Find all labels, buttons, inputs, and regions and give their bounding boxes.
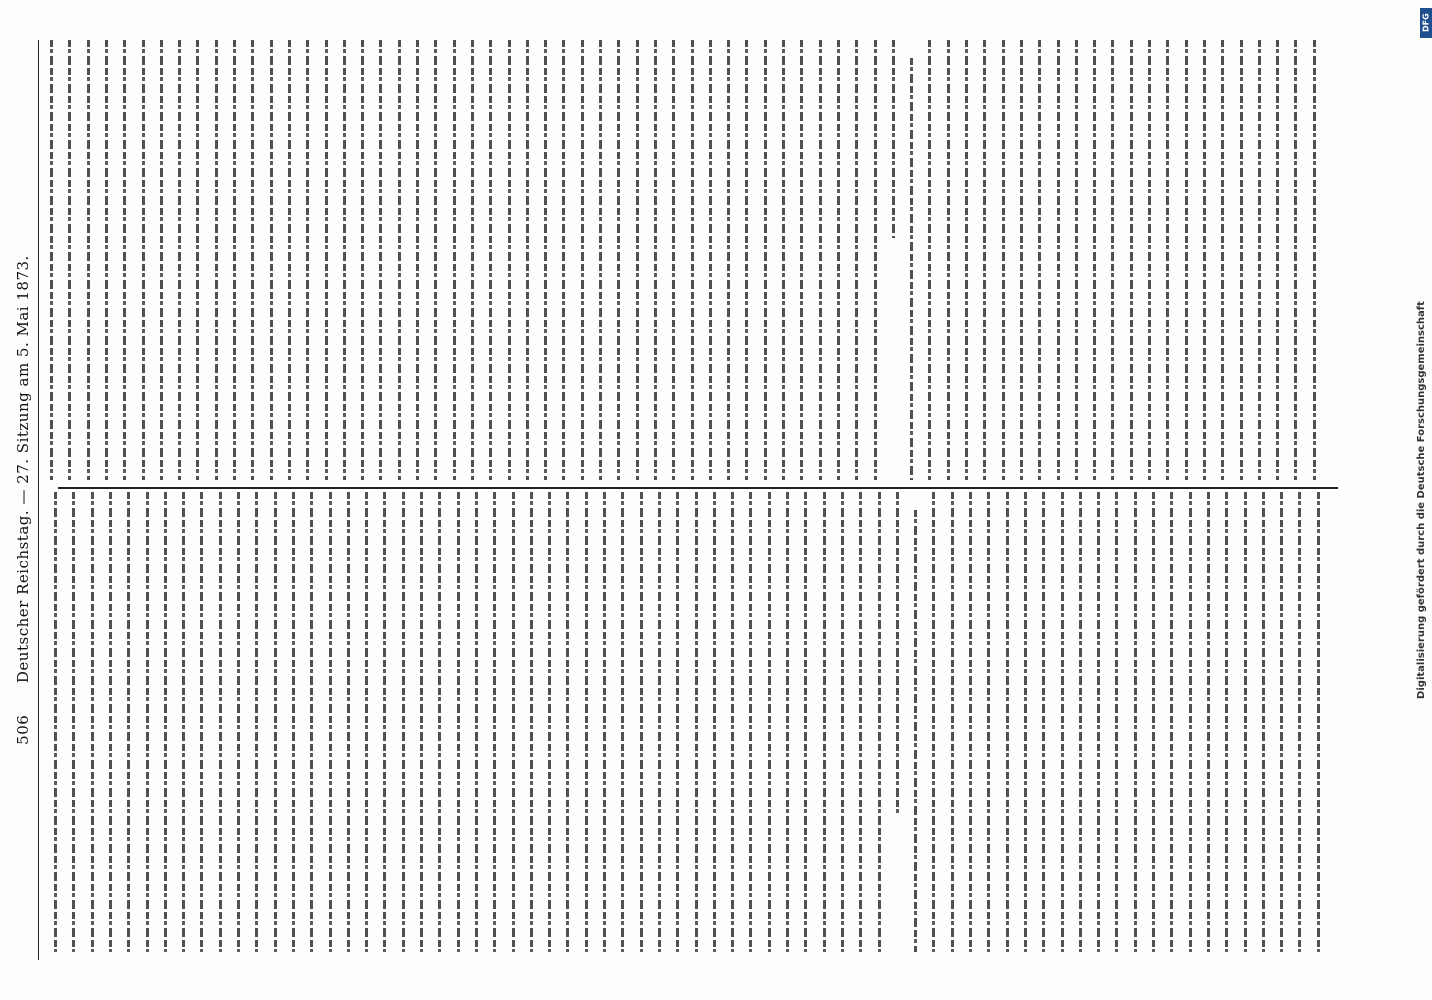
text-line bbox=[800, 40, 803, 480]
text-line bbox=[1240, 40, 1243, 480]
text-line bbox=[438, 492, 441, 952]
text-line bbox=[1093, 40, 1096, 480]
text-line bbox=[87, 40, 90, 480]
text-line bbox=[91, 492, 94, 952]
text-line bbox=[896, 492, 899, 814]
text-line bbox=[237, 492, 240, 952]
text-line bbox=[292, 492, 295, 952]
digitization-note: Digitalisierung gefördert durch die Deutsche Forschungsgemeinschaft bbox=[1416, 301, 1427, 699]
text-line bbox=[508, 40, 511, 480]
text-line bbox=[892, 40, 895, 238]
text-line bbox=[1134, 492, 1137, 952]
text-line bbox=[453, 40, 456, 480]
text-line bbox=[1313, 40, 1316, 480]
text-line bbox=[709, 40, 712, 480]
text-line bbox=[255, 492, 258, 952]
text-line bbox=[1258, 40, 1261, 480]
text-line bbox=[1115, 492, 1118, 952]
dfg-logo: DFG bbox=[1420, 8, 1432, 38]
text-line bbox=[1152, 492, 1155, 952]
text-line bbox=[640, 492, 643, 952]
text-line bbox=[1244, 492, 1247, 952]
text-line bbox=[965, 40, 968, 480]
text-line bbox=[1002, 40, 1005, 480]
text-line bbox=[54, 492, 57, 952]
text-line bbox=[123, 40, 126, 480]
text-line bbox=[1262, 492, 1265, 952]
text-line bbox=[164, 492, 167, 952]
text-line bbox=[343, 40, 346, 480]
text-line bbox=[251, 40, 254, 480]
running-header bbox=[14, 50, 32, 950]
text-line bbox=[658, 492, 661, 952]
text-line bbox=[1042, 492, 1045, 952]
text-line bbox=[621, 492, 624, 952]
text-line bbox=[749, 492, 752, 952]
text-line bbox=[983, 40, 986, 480]
text-line bbox=[603, 492, 606, 952]
text-column-left bbox=[40, 492, 1340, 952]
text-line bbox=[182, 492, 185, 952]
column-divider bbox=[58, 487, 1338, 489]
text-line bbox=[841, 492, 844, 952]
text-line bbox=[105, 40, 108, 480]
text-line bbox=[1097, 492, 1100, 952]
text-line bbox=[398, 40, 401, 480]
text-line bbox=[874, 40, 877, 480]
text-line bbox=[160, 40, 163, 480]
text-line bbox=[310, 492, 313, 952]
text-line bbox=[127, 492, 130, 952]
text-line bbox=[672, 40, 675, 480]
text-line bbox=[402, 492, 405, 952]
text-line bbox=[727, 40, 730, 480]
text-line bbox=[1111, 40, 1114, 480]
text-line bbox=[1006, 492, 1009, 952]
text-line bbox=[676, 492, 679, 952]
text-line bbox=[489, 40, 492, 480]
text-line bbox=[347, 492, 350, 952]
text-line bbox=[548, 492, 551, 952]
text-line bbox=[1225, 492, 1228, 952]
text-line bbox=[526, 40, 529, 480]
text-line bbox=[178, 40, 181, 480]
text-line bbox=[475, 492, 478, 952]
text-line bbox=[1130, 40, 1133, 480]
text-line bbox=[713, 492, 716, 952]
text-line bbox=[878, 492, 881, 952]
page-title: Deutscher Reichstag. — 27. Sitzung am 5. Mai 1873. bbox=[14, 255, 32, 684]
text-line bbox=[1148, 40, 1151, 480]
text-line bbox=[786, 492, 789, 952]
text-line bbox=[530, 492, 533, 952]
text-line bbox=[1166, 40, 1169, 480]
text-line bbox=[636, 40, 639, 480]
text-line bbox=[914, 510, 917, 952]
text-line bbox=[566, 492, 569, 952]
text-line bbox=[1079, 492, 1082, 952]
text-line bbox=[1203, 40, 1206, 480]
text-line bbox=[764, 40, 767, 480]
text-line bbox=[1221, 40, 1224, 480]
text-line bbox=[804, 492, 807, 952]
text-line bbox=[457, 492, 460, 952]
text-line bbox=[306, 40, 309, 480]
text-line bbox=[599, 40, 602, 480]
text-line bbox=[233, 40, 236, 480]
text-line bbox=[109, 492, 112, 952]
text-line bbox=[585, 492, 588, 952]
text-line bbox=[325, 40, 328, 480]
text-line bbox=[969, 492, 972, 952]
text-line bbox=[146, 492, 149, 952]
text-line bbox=[1280, 492, 1283, 952]
text-line bbox=[1170, 492, 1173, 952]
text-line bbox=[274, 492, 277, 952]
text-line bbox=[215, 40, 218, 480]
text-line bbox=[420, 492, 423, 952]
text-line bbox=[1038, 40, 1041, 480]
text-line bbox=[731, 492, 734, 952]
text-line bbox=[1298, 492, 1301, 952]
text-line bbox=[1317, 492, 1320, 952]
text-line bbox=[823, 492, 826, 952]
page-number: 506 bbox=[14, 714, 32, 745]
text-line bbox=[1294, 40, 1297, 480]
text-line bbox=[219, 492, 222, 952]
text-line bbox=[365, 492, 368, 952]
text-line bbox=[855, 40, 858, 480]
text-line bbox=[932, 492, 935, 952]
text-line bbox=[910, 58, 913, 480]
text-line bbox=[1185, 40, 1188, 480]
text-line bbox=[819, 40, 822, 480]
text-line bbox=[270, 40, 273, 480]
text-line bbox=[72, 492, 75, 952]
text-line bbox=[196, 40, 199, 480]
text-line bbox=[493, 492, 496, 952]
text-line bbox=[768, 492, 771, 952]
text-line bbox=[1075, 40, 1078, 480]
text-line bbox=[695, 492, 698, 952]
text-line bbox=[859, 492, 862, 952]
text-line bbox=[1020, 40, 1023, 480]
text-line bbox=[50, 40, 53, 480]
text-line bbox=[200, 492, 203, 952]
text-line bbox=[1057, 40, 1060, 480]
text-line bbox=[581, 40, 584, 480]
text-line bbox=[434, 40, 437, 480]
text-line bbox=[1207, 492, 1210, 952]
text-line bbox=[1061, 492, 1064, 952]
text-line bbox=[837, 40, 840, 480]
text-line bbox=[1024, 492, 1027, 952]
text-line bbox=[1189, 492, 1192, 952]
text-line bbox=[987, 492, 990, 952]
text-line bbox=[471, 40, 474, 480]
text-line bbox=[654, 40, 657, 480]
text-line bbox=[745, 40, 748, 480]
text-line bbox=[379, 40, 382, 480]
text-line bbox=[544, 40, 547, 480]
text-line bbox=[142, 40, 145, 480]
text-line bbox=[947, 40, 950, 480]
text-line bbox=[951, 492, 954, 952]
text-line bbox=[1276, 40, 1279, 480]
text-line bbox=[383, 492, 386, 952]
text-line bbox=[512, 492, 515, 952]
text-line bbox=[617, 40, 620, 480]
text-line bbox=[361, 40, 364, 480]
text-column-right bbox=[40, 40, 1340, 480]
text-line bbox=[691, 40, 694, 480]
text-line bbox=[68, 40, 71, 480]
text-line bbox=[329, 492, 332, 952]
text-line bbox=[562, 40, 565, 480]
text-line bbox=[416, 40, 419, 480]
text-line bbox=[288, 40, 291, 480]
header-rule bbox=[38, 40, 39, 960]
text-line bbox=[928, 40, 931, 480]
text-line bbox=[782, 40, 785, 480]
